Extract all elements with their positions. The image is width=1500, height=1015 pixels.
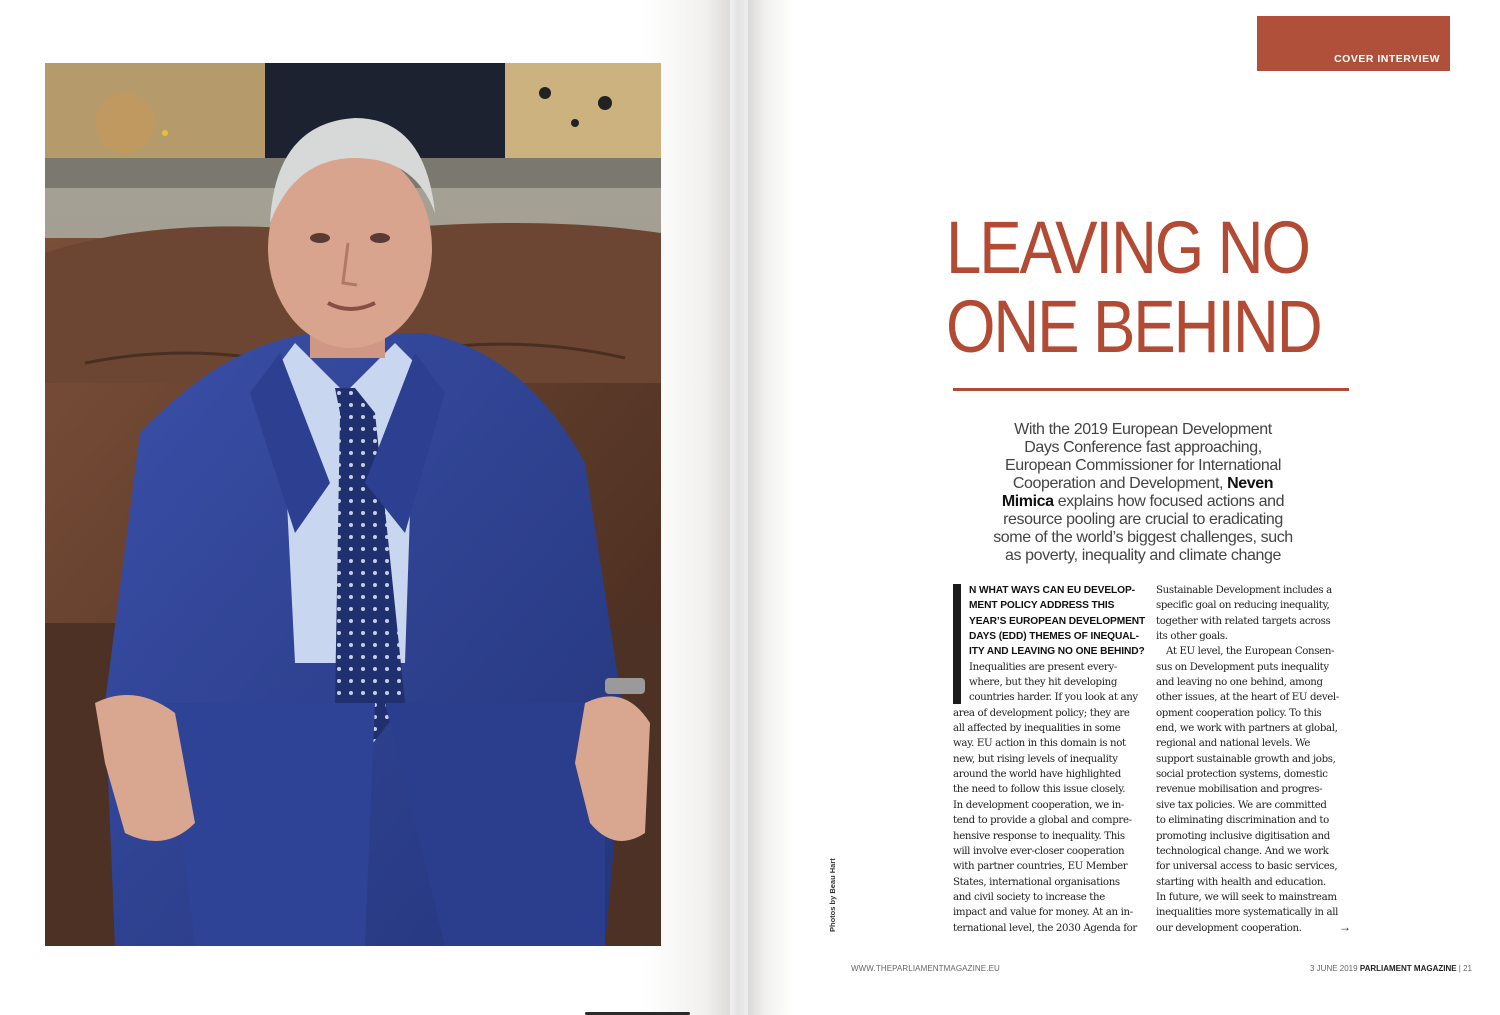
body-line: sive tax policies. We are committed [1156, 799, 1327, 811]
body-line: At EU level, the European Consen- [1166, 646, 1335, 658]
question-line: N WHAT WAYS CAN EU DEVELOP- [969, 585, 1135, 596]
continue-arrow-icon: → [1339, 920, 1351, 934]
body-line: social protection systems, domestic [1156, 769, 1328, 781]
body-line: our development cooperation. [1156, 922, 1302, 934]
standfirst-line: explains how focused actions and [1057, 493, 1285, 510]
standfirst-name-last: Mimica [1001, 493, 1054, 510]
body-line: end, we work with partners at global, [1156, 723, 1338, 735]
body-line: technological change. And we work [1156, 845, 1329, 857]
standfirst-line: some of the world’s biggest challenges, such [993, 529, 1293, 546]
body-line: together with related targets across [1156, 615, 1331, 627]
headline-rule [953, 388, 1349, 391]
footer-folio [1310, 964, 1472, 973]
section-tab [1257, 16, 1450, 71]
body-line: ternational level, the 2030 Agenda for [953, 922, 1137, 934]
question-line: DAYS (EDD) THEMES OF INEQUAL- [969, 631, 1139, 643]
body-line: new, but rising levels of inequality [953, 753, 1118, 765]
headline-line-2: ONE BEHIND [946, 285, 1321, 368]
footer-page-number: | 21 [1458, 964, 1472, 973]
body-line: revenue mobilisation and progres- [1156, 784, 1323, 796]
body-line: around the world have highlighted [953, 769, 1121, 781]
body-line: and civil society to increase the [953, 891, 1105, 903]
body-line: tend to provide a global and compre- [953, 815, 1132, 827]
standfirst-name-first: Neven [1227, 475, 1274, 492]
body-line: promoting inclusive digitisation and [1156, 830, 1330, 842]
portrait-photo [45, 63, 661, 946]
body-line: support sustainable growth and jobs, [1156, 753, 1336, 765]
body-line: Inequalities are present every- [969, 661, 1117, 673]
body-line: area of development policy; they are [953, 707, 1130, 719]
standfirst-line: Days Conference fast approaching, [1024, 439, 1262, 456]
body-line: with partner countries, EU Member [953, 861, 1128, 873]
body-line: In future, we will seek to mainstream [1156, 891, 1337, 903]
article-column-2 [1156, 583, 1351, 936]
article-headline [946, 206, 1321, 368]
body-line: other issues, at the heart of EU devel- [1156, 692, 1339, 704]
body-line: sus on Development puts inequality [1156, 661, 1329, 673]
standfirst-line: resource pooling are crucial to eradicating [1003, 511, 1283, 528]
question-line: MENT POLICY ADDRESS THIS [969, 600, 1115, 612]
body-line: opment cooperation policy. To this [1156, 707, 1322, 719]
article-column-1 [953, 583, 1148, 936]
body-line: way. EU action in this domain is not [953, 738, 1126, 750]
section-label: COVER INTERVIEW [1334, 53, 1440, 65]
photo-credit: Photos by Beau Hart [828, 858, 837, 932]
body-line: hensive response to inequality. This [953, 830, 1125, 842]
body-line: where, but they hit developing [969, 677, 1118, 689]
headline-line-1: LEAVING NO [946, 206, 1309, 289]
question-line: YEAR’S EUROPEAN DEVELOPMENT [969, 615, 1146, 627]
body-line: will involve ever-closer cooperation [953, 845, 1125, 857]
body-line: the need to follow this issue closely. [953, 784, 1126, 796]
page-gutter [705, 0, 765, 1015]
body-line: for universal access to basic services, [1156, 861, 1338, 873]
footer-url: WWW.THEPARLIAMENTMAGAZINE.EU [851, 964, 1000, 973]
body-line: impact and value for money. At an in- [953, 907, 1133, 919]
standfirst-line: Cooperation and Development, [1012, 475, 1224, 492]
question-line: ITY AND LEAVING NO ONE BEHIND? [969, 646, 1145, 658]
body-line: and leaving no one behind, among [1156, 677, 1323, 689]
standfirst [985, 421, 1301, 565]
body-line: States, international organisations [953, 876, 1120, 888]
footer-magazine: PARLIAMENT MAGAZINE [1359, 964, 1457, 973]
body-line: countries harder. If you look at any [969, 692, 1138, 704]
standfirst-line: as poverty, inequality and climate change [1005, 547, 1281, 564]
body-line: inequalities more systematically in all [1156, 907, 1339, 919]
standfirst-line: European Commissioner for International [1004, 457, 1282, 474]
body-line: all affected by inequalities in some [953, 723, 1121, 735]
body-line: In development cooperation, we in- [953, 799, 1124, 811]
body-line: Sustainable Development includes a [1156, 585, 1332, 596]
body-line: regional and national levels. We [1156, 738, 1311, 750]
footer-date: 3 JUNE 2019 [1310, 964, 1358, 973]
body-line: to eliminating discrimination and to [1156, 815, 1329, 827]
body-line: specific goal on reducing inequality, [1156, 600, 1330, 612]
body-line: starting with health and education. [1156, 876, 1326, 888]
body-line: its other goals. [1156, 631, 1228, 643]
standfirst-line: With the 2019 European Development [1014, 421, 1272, 438]
